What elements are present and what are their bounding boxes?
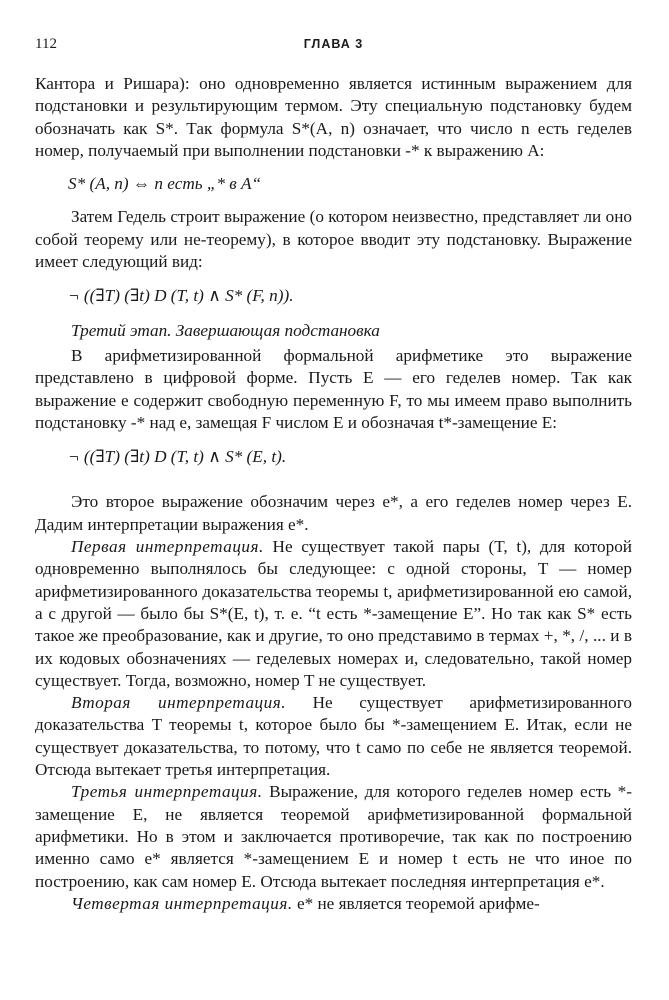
third-interpretation-title: Третья интерпретация. [71, 782, 263, 802]
first-interpretation-text: Не существует такой пары (T, t), для которой одновременно выполнялось бы следующее: с одной стороны, T — номер арифметизированного доказательства теоремы t, арифметизированной ею самой, а с другой — было бы S*(E, t), т. е. “t есть *-замещение E”. Но так как S* есть такое же преобразование, как и другие, то оно представимо в термах +, *, /, ... и в их кодовых обозначениях — геделевых номерах и, следовательно, такой номер существует. Тогда, возможно, номер T не существует. [35, 537, 632, 690]
paragraph-continuation: Кантора и Ришара): оно одновременно является истинным выражением для подстановки и результирующим термом. Эту специальную подстановку будем обозначать как S*. Так формула S*(A, n) означает, что число n есть геделев номер, получаемый при выполнении подстановки -* к выражению A: [35, 74, 632, 160]
formula-substitution: S* (A, n) ⇔ n есть „* в A“ [68, 174, 262, 194]
formula-expression-f: ¬ ((∃T) (∃t) D (T, t) ∧ S* (F, n)). [68, 286, 294, 306]
third-interpretation-text: Выражение, для которого геделев номер есть *-замещение E, не является теоремой арифметизированной формальной арифметики. Но в этом и заключается противоречие, так как по построению именно само e* является *-замещением E и номер t есть не что иное по построению, как сам номер E. Отсюда вытекает последняя интерпретация e*. [35, 782, 632, 891]
paragraph-goedel-expression: Затем Гедель строит выражение (о котором неизвестно, представляет ли оно собой теорему или не-теорему), в которое вводит эту подстановку. Выражение имеет следующий вид: [35, 207, 632, 272]
section-title: Третий этап. Завершающая подстановка [71, 320, 380, 340]
page-header [35, 36, 632, 56]
page-number: 112 [35, 36, 57, 52]
paragraph-second-expression: Это второе выражение обозначим через e*, а его геделев номер через E. Дадим интерпретации выражения e*. [35, 492, 632, 534]
paragraph-third-stage: В арифметизированной формальной арифметике это выражение представлено в цифровой форме. Пусть E — его геделев номер. Так как выражение e содержит свободную переменную F, то мы имеем право выполнить подстановку -* над e, замещая F числом E и обозначая t*-замещение E: [35, 345, 632, 432]
page-body [35, 73, 632, 915]
fourth-interpretation-title: Четвертая интерпретация. [71, 893, 293, 913]
second-interpretation-title: Вторая интерпретация. [71, 693, 287, 713]
paragraph-third-interpretation [35, 781, 632, 892]
paragraph-fourth-interpretation [35, 893, 632, 915]
fourth-interpretation-text: e* не является теоремой арифме- [292, 893, 540, 913]
second-interpretation-text: Не существует арифметизированного доказательства T теоремы t, которое было бы *-замещением E. Итак, если не существует доказательства, то потому, что t само по себе не является теоремой. Отсюда вытекает третья интерпретация. [35, 693, 632, 780]
formula-expression-e: ¬ ((∃T) (∃t) D (T, t) ∧ S* (E, t). [68, 447, 287, 467]
paragraph-second-interpretation [35, 692, 632, 781]
paragraph-first-interpretation [35, 536, 632, 692]
first-interpretation-title: Первая интерпретация. [71, 537, 264, 557]
running-head: ГЛАВА 3 [303, 37, 364, 51]
